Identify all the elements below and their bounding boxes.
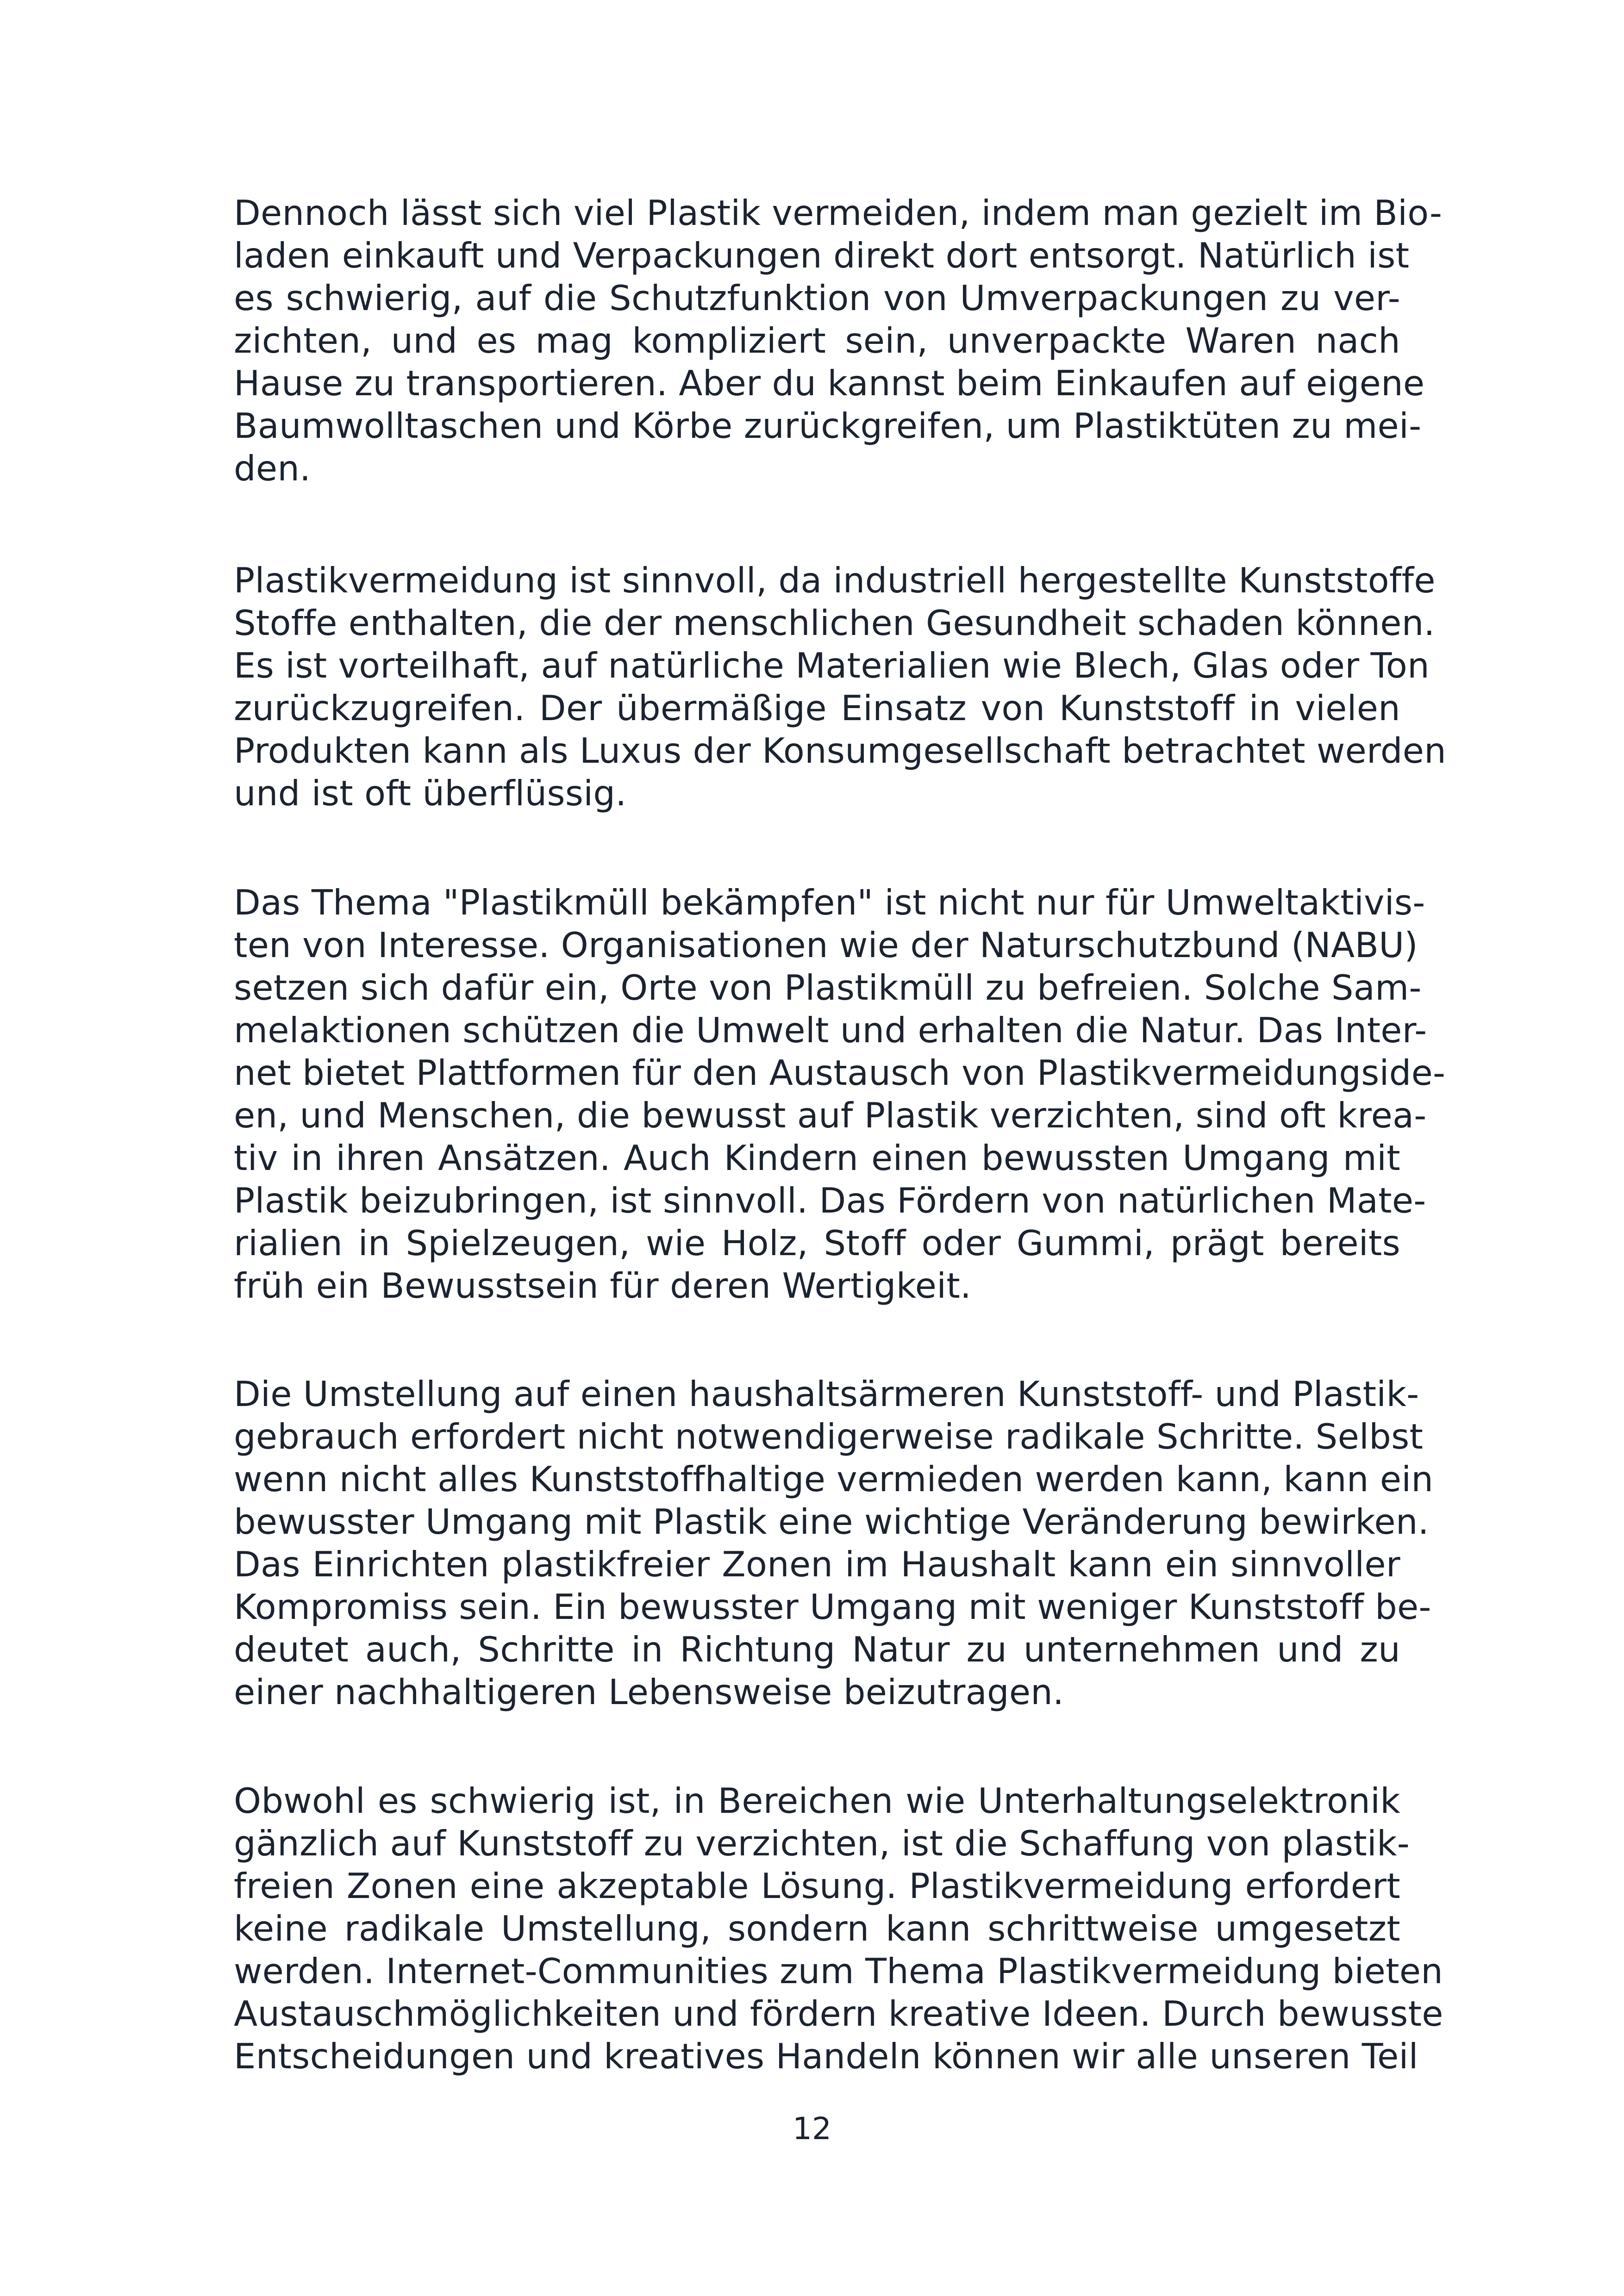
paragraph-line: bewusster Umgang mit Plastik eine wichtige Veränderung bewirken. (234, 1501, 1429, 1542)
paragraph-line: rialien in Spielzeugen, wie Holz, Stoff oder Gummi, prägt bereits (234, 1223, 1400, 1263)
paragraph-line: Obwohl es schwierig ist, in Bereichen wie Unterhaltungselektronik (234, 1780, 1400, 1821)
paragraph-line: melaktionen schützen die Umwelt und erhalten die Natur. Das Inter- (234, 1010, 1427, 1051)
paragraph-line: Es ist vorteilhaft, auf natürliche Materialien wie Blech, Glas oder Ton (234, 645, 1430, 686)
paragraph-line: Plastik beizubringen, ist sinnvoll. Das Fördern von natürlichen Mate- (234, 1180, 1426, 1221)
paragraph-line: Hause zu transportieren. Aber du kannst beim Einkaufen auf eigene (234, 363, 1425, 404)
paragraph-line: en, und Menschen, die bewusst auf Plastik verzichten, sind oft krea- (234, 1095, 1427, 1136)
paragraph-3 (234, 881, 1446, 1307)
paragraph-line: laden einkauft und Verpackungen direkt dort entsorgt. Natürlich ist (234, 235, 1410, 276)
paragraph-line: Dennoch lässt sich viel Plastik vermeiden, indem man gezielt im Bio- (234, 193, 1443, 233)
paragraph-line: wenn nicht alles Kunststoffhaltige vermieden werden kann, kann ein (234, 1459, 1434, 1500)
paragraph-line: ten von Interesse. Organisationen wie der Naturschutzbund (NABU) (234, 925, 1418, 965)
paragraph-line: und ist oft überflüssig. (234, 773, 627, 814)
paragraph-line: Produkten kann als Luxus der Konsumgesellschaft betrachtet werden (234, 730, 1447, 771)
paragraph-line: Entscheidungen und kreatives Handeln können wir alle unseren Teil (234, 2036, 1418, 2077)
paragraph-line: den. (234, 448, 311, 489)
paragraph-line: gebrauch erfordert nicht notwendigerweise radikale Schritte. Selbst (234, 1416, 1424, 1457)
paragraph-line: deutet auch, Schritte in Richtung Natur zu unternehmen und zu (234, 1629, 1400, 1670)
paragraph-line: net bietet Plattformen für den Austausch von Plastikvermeidungside- (234, 1052, 1446, 1093)
paragraph-line: Die Umstellung auf einen haushaltsärmeren Kunststoff- und Plastik- (234, 1374, 1419, 1414)
paragraph-line: gänzlich auf Kunststoff zu verzichten, ist die Schaffung von plastik- (234, 1823, 1410, 1864)
paragraph-line: Plastikvermeidung ist sinnvoll, da industriell hergestellte Kunststoffe (234, 560, 1436, 601)
paragraph-line: werden. Internet-Communities zum Thema Plastikvermeidung bieten (234, 1951, 1443, 1991)
page-number: 12 (793, 2111, 831, 2147)
paragraph-5 (234, 1780, 1443, 2078)
paragraph-line: Baumwolltaschen und Körbe zurückgreifen, um Plastiktüten zu mei- (234, 405, 1422, 446)
paragraph-line: Stoffe enthalten, die der menschlichen Gesundheit schaden können. (234, 603, 1435, 643)
paragraph-line: tiv in ihren Ansätzen. Auch Kindern einen bewussten Umgang mit (234, 1138, 1400, 1178)
paragraph-line: Das Einrichten plastikfreier Zonen im Haushalt kann ein sinnvoller (234, 1544, 1400, 1585)
paragraph-line: zichten, und es mag kompliziert sein, unverpackte Waren nach (234, 320, 1400, 361)
paragraph-2 (234, 559, 1447, 815)
paragraph-line: Das Thema "Plastikmüll bekämpfen" ist nicht nur für Umweltaktivis- (234, 882, 1425, 923)
paragraph-line: setzen sich dafür ein, Orte von Plastikmüll zu befreien. Solche Sam- (234, 967, 1422, 1008)
paragraph-line: Kompromiss sein. Ein bewusster Umgang mit weniger Kunststoff be- (234, 1587, 1431, 1627)
paragraph-1 (234, 192, 1443, 490)
paragraph-line: freien Zonen eine akzeptable Lösung. Plastikvermeidung erfordert (234, 1866, 1400, 1906)
paragraph-line: früh ein Bewusstsein für deren Wertigkeit. (234, 1265, 972, 1306)
paragraph-line: keine radikale Umstellung, sondern kann schrittweise umgesetzt (234, 1908, 1400, 1949)
paragraph-line: es schwierig, auf die Schutzfunktion von Umverpackungen zu ver- (234, 278, 1400, 318)
paragraph-line: einer nachhaltigeren Lebensweise beizutragen. (234, 1672, 1064, 1712)
paragraph-4 (234, 1373, 1434, 1713)
paragraph-line: zurückzugreifen. Der übermäßige Einsatz von Kunststoff in vielen (234, 688, 1400, 728)
paragraph-line: Austauschmöglichkeiten und fördern kreative Ideen. Durch bewusste (234, 1993, 1443, 2034)
